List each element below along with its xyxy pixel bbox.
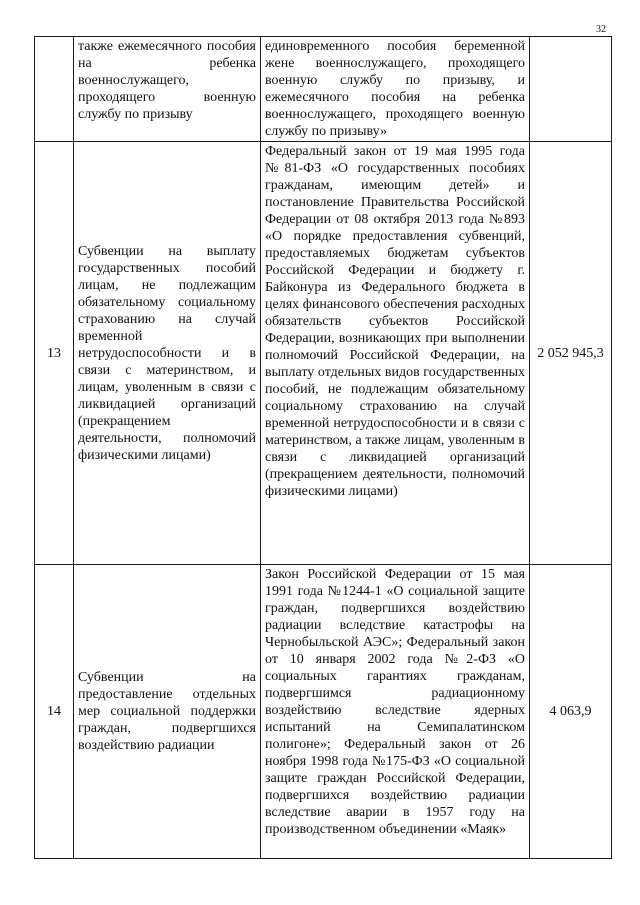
table-row-13 [35,142,612,565]
subvention-name-cell: Субвенции на выплату государственных пособий лицам, не подлежащим обязательному социальному страхованию на случай временной нетрудоспособности и в связи с материнством, и лицам, уволенным в связи с ликвидацией организаций (прекращением деятельности, полномочий физическими лицами) [74,142,261,565]
row-number-cell: 13 [35,142,74,565]
amount-cell [530,37,612,142]
row-number-cell: 14 [35,565,74,859]
page-number: 32 [596,24,606,35]
subventions-table [34,36,612,859]
row-number-cell [35,37,74,142]
table-row-14 [35,565,612,859]
subvention-name-cell: Субвенции на предоставление отдельных мер социальной поддержки граждан, подвергшихся воздействию радиации [74,565,261,859]
legal-basis-cell: Закон Российской Федерации от 15 мая 1991 года №1244-1 «О социальной защите граждан, подвергшихся воздействию радиации вследствие катастрофы на Чернобыльской АЭС»; Федеральный закон от 10 января 2002 года №2-ФЗ «О социальных гарантиях гражданам, подвергшимся радиационному воздействию вследствие ядерных испытаний на Семипалатинском полигоне»; Федеральный закон от 26 ноября 1998 года №175-ФЗ «О социальной защите граждан Российской Федерации, подвергшихся воздействию радиации вследствие аварии в 1957 году на производственном объединении «Маяк» [261,565,530,859]
legal-basis-cell: Федеральный закон от 19 мая 1995 года №81-ФЗ «О государственных пособиях гражданам, имеющим детей» и постановление Правительства Российской Федерации от 08 октября 2013 года №893 «О порядке предоставления субвенций, предоставляемых бюджетам субъектов Российской Федерации и бюджету г. Байконура из Федерального бюджета в целях финансового обеспечения расходных обязательств субъектов Российской Федерации, возникающих при выполнении полномочий Российской Федерации, на выплату отдельных видов государственных пособий, не подлежащим обязательному социальному страхованию на случай временной нетрудоспособности и в связи с материнством, а также лицам, уволенным в связи с ликвидацией организаций (прекращением деятельности, полномочий физическими лицами) [261,142,530,565]
amount-cell: 2 052 945,3 [530,142,612,565]
subvention-name-cell: также ежемесячного пособия на ребенка военнослужащего, проходящего военную службу по призыву [74,37,261,142]
legal-basis-cell: единовременного пособия беременной жене военнослужащего, проходящего военную службу по призыву, и ежемесячного пособия на ребенка военнослужащего, проходящего военную службу по призыву» [261,37,530,142]
table-row-continued [35,37,612,142]
amount-cell: 4 063,9 [530,565,612,859]
